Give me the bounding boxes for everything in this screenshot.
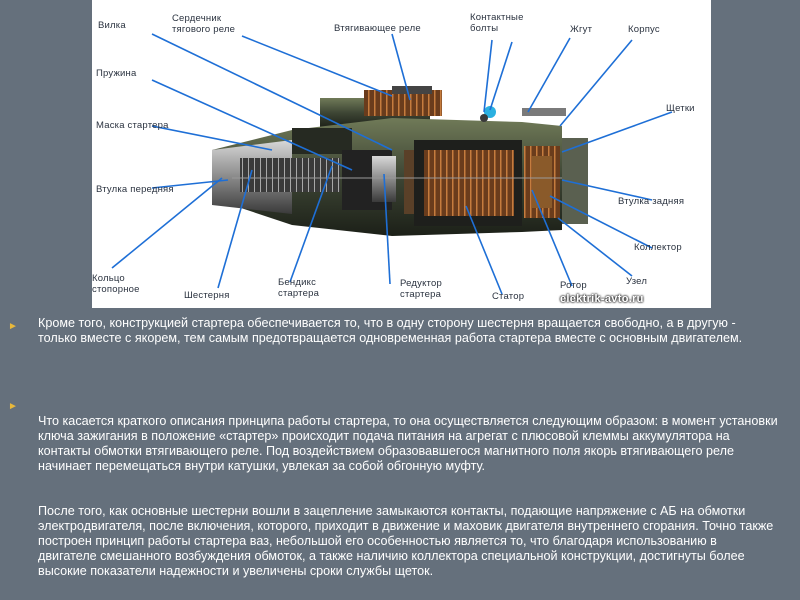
label-retaining-ring: Кольцо стопорное (92, 273, 140, 295)
paragraph-1: Кроме того, конструкцией стартера обеспечивается то, что в одну сторону шестерня вращается свободно, а в другую - только вместе с якорем, тем самым предотвращается одновременная работа стартера вместе с основным двигателем. (38, 316, 743, 345)
label-starter-mask: Маска стартера (96, 120, 169, 131)
label-rear-bushing: Втулка задняя (618, 196, 685, 207)
label-rotor: Ротор (560, 280, 587, 291)
paragraph-2: Что касается краткого описания принципа работы стартера, то она осуществляется следующим образом: в момент установки ключа зажигания в положение «стартер» происходит подача питания на агрегат с плюсовой клеммы аккумулятора на контакты обмотки втягивающего реле. Под воздействием образовавшегося магнитного поля якорь втягивающего реле начинает перемещаться внутри катушки, увлекая за собой обгонную муфту. (38, 414, 778, 473)
label-housing: Корпус (628, 24, 660, 35)
label-harness: Жгут (570, 24, 593, 35)
starter-cutaway-illustration (92, 0, 711, 308)
label-core: Сердечник тягового реле (172, 13, 236, 35)
starter-diagram (92, 0, 711, 308)
label-front-bushing: Втулка передняя (96, 184, 174, 195)
bullet-icon: ► (8, 321, 18, 332)
paragraph-3: После того, как основные шестерни вошли в зацепление замыкаются контакты, подающие напряжение с АБ на обмотки электродвигателя, после включения, которого, приходит в движение и маховик двигателя внутреннего сгорания. Точно также построен принцип работы стартера ваз, небольшой его особенностью является то, что благодаря использованию в двигателе смешанного возбуждения обмоток, а также наличию коллектора специальной конструкции, достигнуты более высокие показатели надежности и увеличены сроки службы щеток. (38, 504, 774, 578)
label-fork: Вилка (98, 20, 126, 31)
label-stator: Статор (492, 291, 525, 302)
label-brushes: Щетки (666, 103, 695, 114)
label-spring: Пружина (96, 68, 137, 79)
label-contact-bolts: Контактные болты (470, 12, 524, 34)
label-bendix: Бендикс стартера (278, 277, 320, 299)
bullet-icon: ► (8, 401, 18, 412)
watermark: elektrik-avto.ru (560, 293, 644, 305)
label-commutator: Коллектор (634, 242, 682, 253)
label-unit: Узел (626, 276, 648, 287)
starter-body (212, 86, 588, 236)
label-retractor-relay: Втягивающее реле (334, 23, 421, 34)
label-pinion: Шестерня (184, 290, 230, 301)
label-reducer: Редуктор стартера (400, 278, 442, 300)
